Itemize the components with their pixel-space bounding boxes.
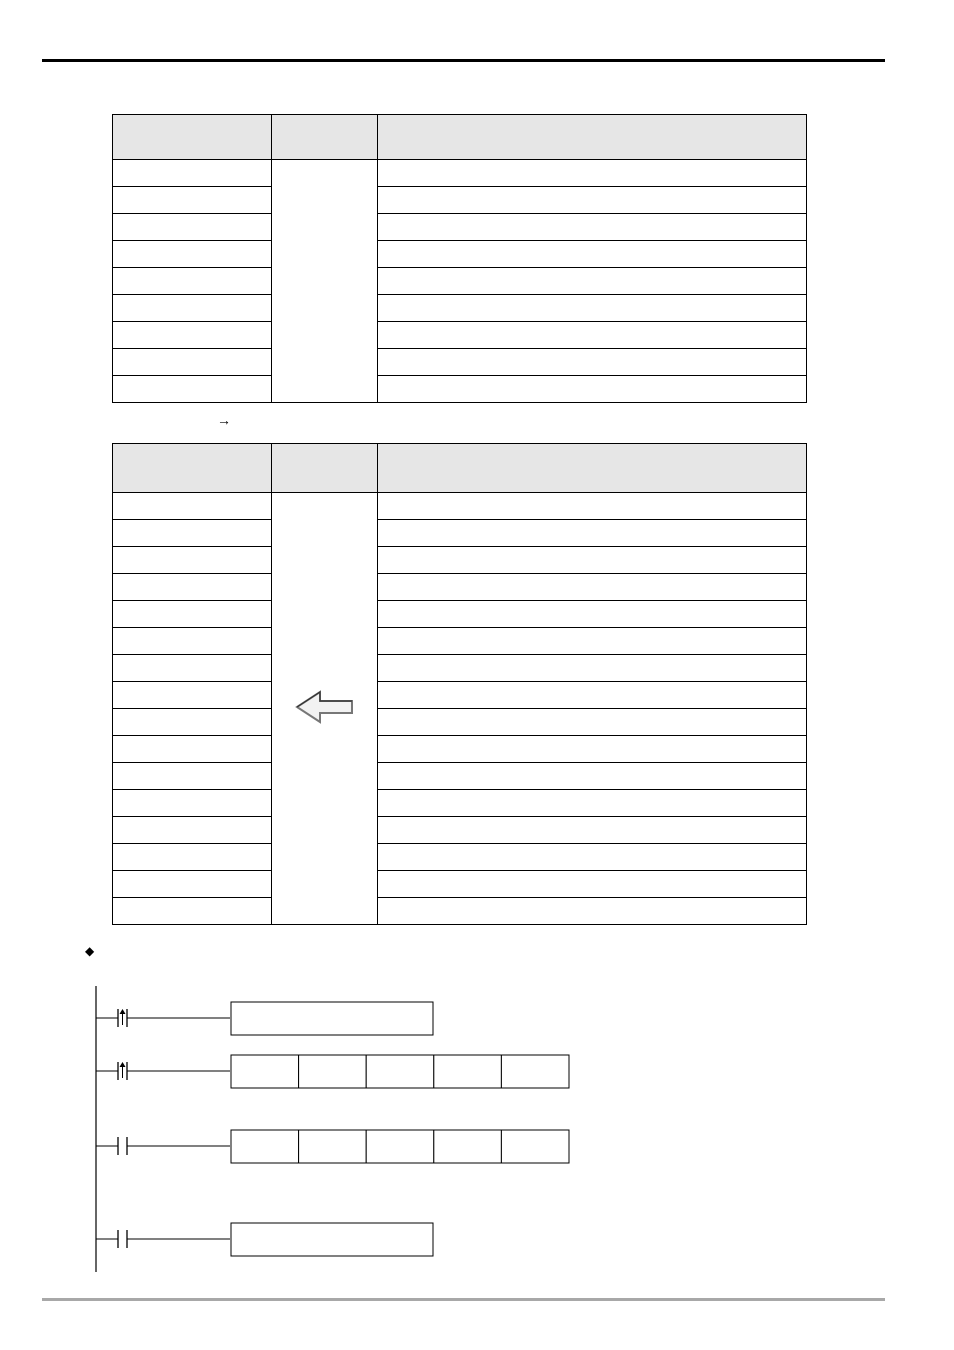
instruction-operand-box [434, 1130, 502, 1163]
ladder-rung [96, 1002, 433, 1035]
instruction-box [231, 1223, 433, 1256]
rising-edge-arrow-icon [120, 1009, 126, 1014]
instruction-operand-box [231, 1055, 299, 1088]
instruction-operand-box [434, 1055, 502, 1088]
instruction-operand-box [501, 1055, 569, 1088]
rising-edge-arrow-icon [120, 1062, 126, 1067]
arrow-note: → [217, 412, 231, 428]
instruction-operand-box [366, 1130, 434, 1163]
instruction-box [231, 1002, 433, 1035]
ladder-rung [96, 1223, 433, 1256]
instruction-operand-box [299, 1055, 367, 1088]
instruction-operand-box [231, 1130, 299, 1163]
ladder-rung [96, 1130, 569, 1163]
instruction-operand-box [366, 1055, 434, 1088]
instruction-operand-box [501, 1130, 569, 1163]
ladder-rung [96, 1055, 569, 1088]
bullet-diamond-icon: ◆ [85, 944, 95, 958]
instruction-operand-box [299, 1130, 367, 1163]
footer-rule [42, 1298, 885, 1301]
